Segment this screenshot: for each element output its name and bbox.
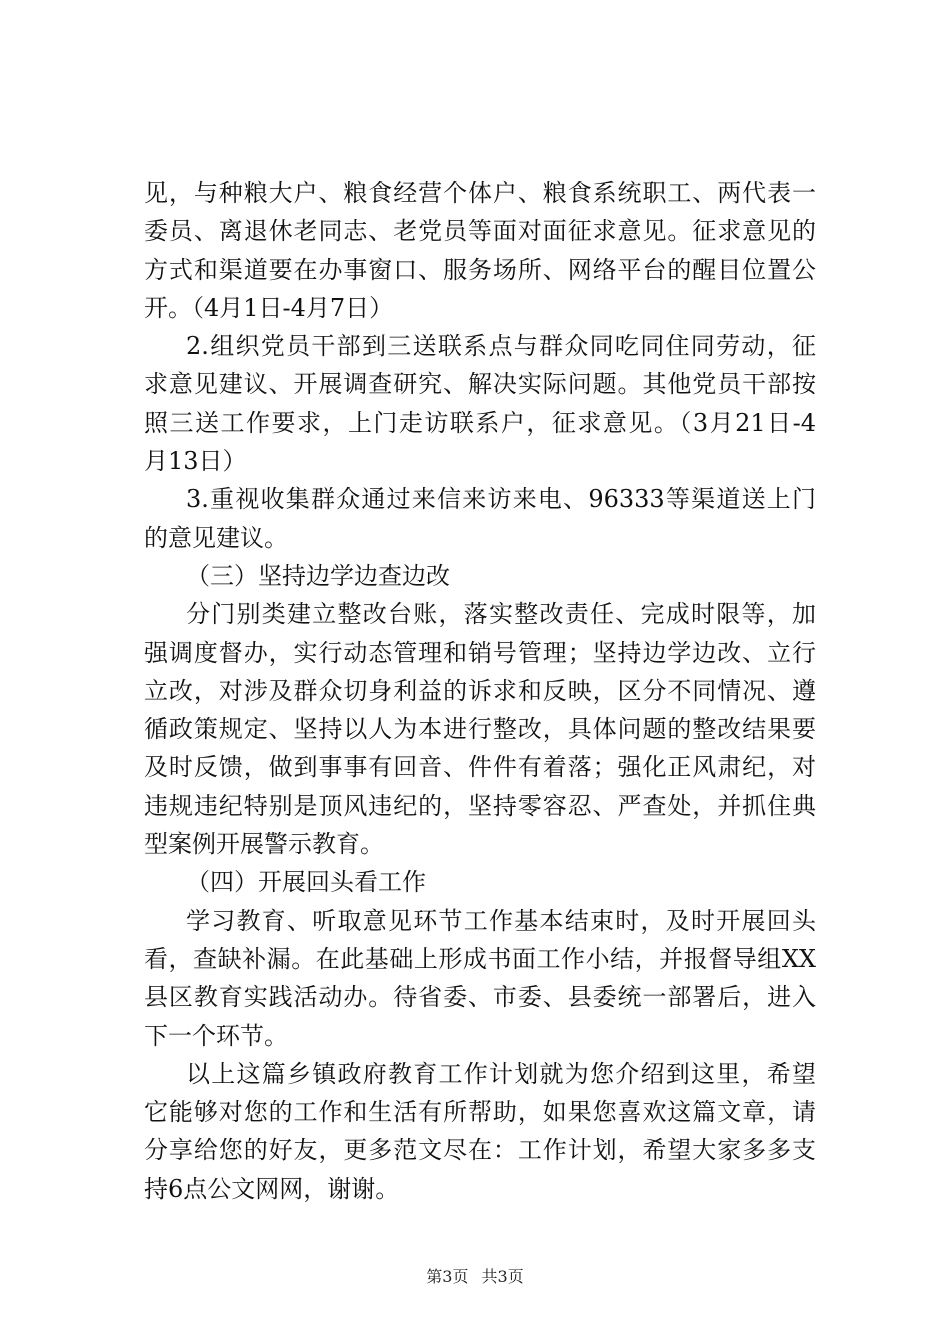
text-line: 见，与种粮大户、粮食经营个体户、粮食系统职工、两代表一: [144, 179, 816, 207]
text-line: 开。（4月1日-4月7日）: [144, 293, 394, 322]
text-line: 强调度督办，实行动态管理和销号管理；坚持边学边改、立行: [144, 638, 816, 667]
closing-paragraph-line: 分享给您的好友，更多范文尽在：工作计划，希望大家多多支: [144, 1136, 816, 1165]
text-line: 方式和渠道要在办事窗口、服务场所、网络平台的醒目位置公: [144, 255, 816, 284]
text-line: 型案例开展警示教育。: [144, 830, 384, 859]
text-line: 立改，对涉及群众切身利益的诉求和反映，区分不同情况、遵: [144, 676, 816, 705]
text-line: 看，查缺补漏。在此基础上形成书面工作小结，并报督导组XX: [144, 944, 816, 973]
page-number: 第3页: [426, 1267, 469, 1286]
text-line: 县区教育实践活动办。待省委、市委、县委统一部署后，进入: [144, 983, 816, 1012]
closing-paragraph-line: 它能够对您的工作和生活有所帮助，如果您喜欢这篇文章，请: [144, 1098, 816, 1127]
text-line: 循政策规定、坚持以人为本进行整改，具体问题的整改结果要: [144, 715, 816, 744]
text-line: 的意见建议。: [144, 523, 288, 552]
text-line: 月13日）: [144, 447, 247, 476]
text-line: 下一个环节。: [144, 1021, 288, 1050]
list-item-2-line: 2.组织党员干部到三送联系点与群众同吃同住同劳动，征: [186, 332, 816, 361]
document-body: [144, 174, 816, 1208]
closing-paragraph-line: 以上这篇乡镇政府教育工作计划就为您介绍到这里，希望: [186, 1059, 816, 1088]
closing-paragraph-line: 持6点公文网网，谢谢。: [144, 1174, 400, 1203]
section-heading-3: （三）坚持边学边查边改: [186, 561, 450, 590]
text-line: 分门别类建立整改台账，落实整改责任、完成时限等，加: [186, 600, 816, 629]
list-item-3-line: 3.重视收集群众通过来信来访来电、96333等渠道送上门: [186, 485, 816, 514]
text-line: 求意见建议、开展调查研究、解决实际问题。其他党员干部按: [144, 370, 816, 399]
section-heading-4: （四）开展回头看工作: [186, 868, 426, 897]
text-line: 委员、离退休老同志、老党员等面对面征求意见。征求意见的: [144, 217, 816, 246]
text-line: 及时反馈，做到事事有回音、件件有着落；强化正风肃纪，对: [144, 753, 816, 782]
text-line: 违规违纪特别是顶风违纪的，坚持零容忍、严查处，并抓住典: [144, 791, 816, 820]
page-footer: [0, 1267, 950, 1287]
text-line: 学习教育、听取意见环节工作基本结束时，及时开展回头: [186, 906, 816, 935]
page-total: 共3页: [481, 1267, 524, 1286]
text-line: 照三送工作要求，上门走访联系户，征求意见。（3月21日-4: [144, 408, 816, 437]
